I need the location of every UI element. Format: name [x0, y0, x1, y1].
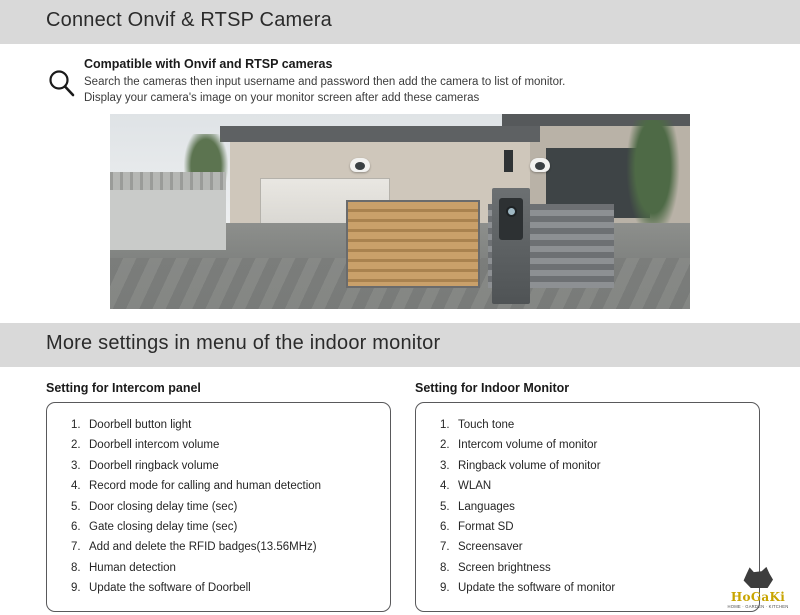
- list-item: Intercom volume of monitor: [458, 439, 598, 452]
- cat-silhouette: [743, 566, 773, 588]
- list-item: Add and delete the RFID badges(13.56MHz): [89, 541, 317, 554]
- brand-tagline: HOME · GARDEN · KITCHEN: [727, 604, 789, 609]
- list-item: Doorbell ringback volume: [89, 459, 219, 472]
- fence-left: [110, 172, 226, 190]
- column-title: Setting for Indoor Monitor: [415, 381, 570, 395]
- list-item: Gate closing delay time (sec): [89, 521, 238, 534]
- wooden-gate: [346, 200, 480, 288]
- intro-line-2: Display your camera's image on your monitor screen after add these cameras: [84, 92, 480, 104]
- intro-heading: Compatible with Onvif and RTSP cameras: [84, 57, 333, 71]
- list-item: Screensaver: [458, 541, 523, 554]
- list-item: Ringback volume of monitor: [458, 459, 601, 472]
- page-title: Connect Onvif & RTSP Camera: [46, 9, 332, 31]
- list-item: Screen brightness: [458, 561, 551, 574]
- brand-logo: [724, 566, 792, 609]
- section-title: More settings in menu of the indoor monitor: [46, 332, 441, 354]
- list-item: Doorbell button light: [89, 419, 192, 431]
- intercom-panel: [499, 198, 523, 240]
- list-item: WLAN: [458, 480, 492, 493]
- magnifier-icon: [46, 57, 80, 103]
- brand-name: HoGaKi: [730, 590, 786, 604]
- intro-block: [0, 44, 800, 106]
- list-item: Doorbell intercom volume: [89, 439, 220, 452]
- settings-box: [46, 402, 391, 612]
- list-item: Human detection: [89, 561, 176, 574]
- list-item: Update the software of monitor: [458, 582, 616, 595]
- tree-right: [626, 120, 680, 238]
- intercom-camera-lens-icon: [506, 206, 517, 217]
- wall-left: [110, 188, 226, 250]
- cat-logo-icon: [741, 566, 775, 590]
- list-item: Update the software of Doorbell: [89, 582, 251, 595]
- house-photo: [110, 114, 690, 309]
- column-title: Setting for Intercom panel: [46, 381, 201, 395]
- photo-wrapper: [0, 114, 800, 309]
- section-header-connect-camera: [0, 0, 800, 44]
- column-indoor-monitor: [415, 381, 760, 612]
- intro-line-1: Search the cameras then input username and password then add the camera to list of monitor.: [84, 76, 566, 88]
- dome-camera-icon-2: [530, 158, 550, 172]
- settings-box: [415, 402, 760, 612]
- settings-columns: [0, 367, 800, 612]
- settings-list: [57, 415, 380, 599]
- section-header-inner: [0, 0, 800, 41]
- column-intercom-panel: [46, 381, 391, 612]
- list-item: Format SD: [458, 521, 514, 534]
- wall-lamp: [504, 150, 513, 172]
- section-header-inner-2: [0, 323, 800, 364]
- dome-camera-icon-1: [350, 158, 370, 172]
- roof-main: [220, 126, 540, 142]
- list-item: Touch tone: [458, 419, 515, 431]
- settings-list: [426, 415, 749, 599]
- intro-text: [80, 57, 760, 106]
- list-item: Record mode for calling and human detection: [89, 480, 322, 493]
- list-item: Languages: [458, 500, 515, 513]
- list-item: Door closing delay time (sec): [89, 500, 238, 513]
- section-header-more-settings: [0, 323, 800, 367]
